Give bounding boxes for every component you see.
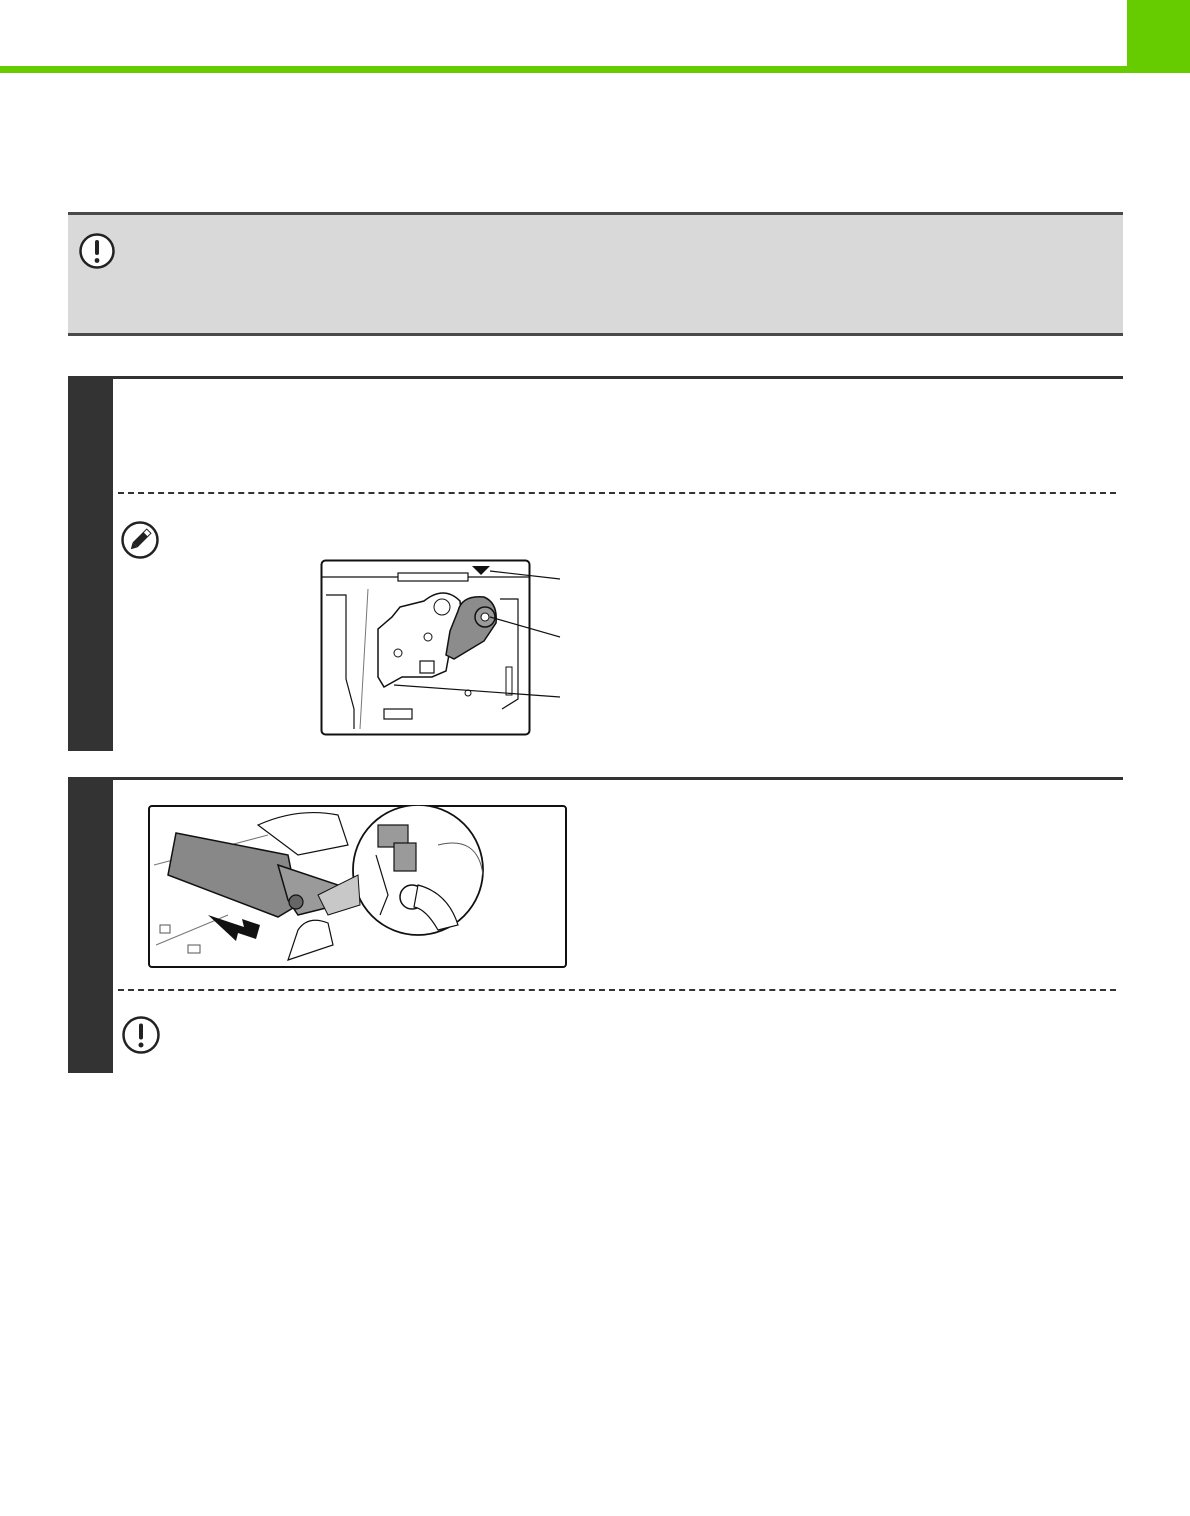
step-1 bbox=[68, 376, 1123, 751]
header-rule bbox=[0, 66, 1190, 73]
step-number-bar bbox=[68, 780, 113, 1073]
caution-box bbox=[68, 212, 1123, 336]
exclamation-circle-icon bbox=[78, 232, 116, 270]
step-number-bar bbox=[68, 379, 113, 751]
toner-unit-diagram bbox=[320, 559, 570, 737]
chapter-tab bbox=[1127, 0, 1190, 73]
pull-out-unit-photo bbox=[148, 805, 568, 969]
pencil-note-icon bbox=[120, 520, 160, 560]
exclamation-circle-icon bbox=[121, 1015, 161, 1055]
step-2 bbox=[68, 777, 1123, 1073]
step-divider bbox=[118, 989, 1116, 991]
step-divider bbox=[118, 492, 1116, 494]
